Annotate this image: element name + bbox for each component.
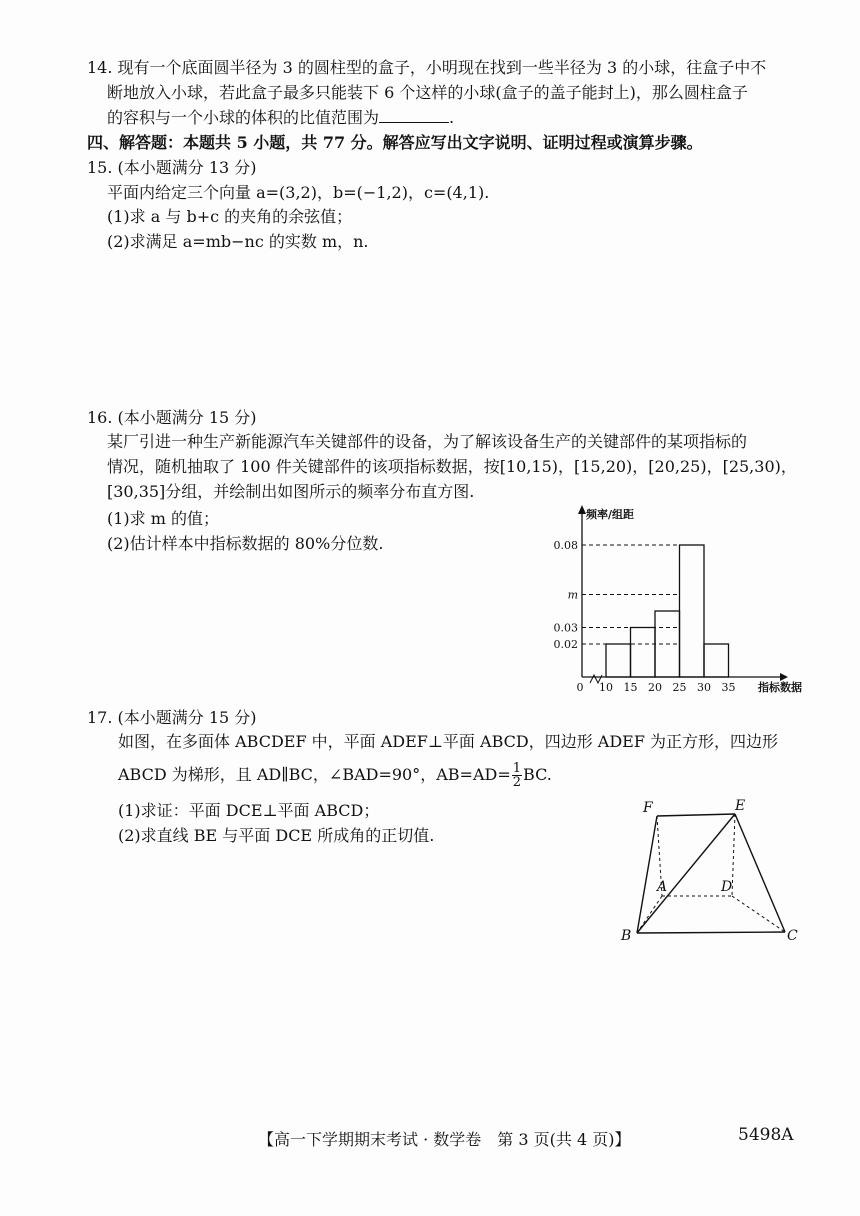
q15-part-2: (2)求满足 a=mb−nc 的实数 m，n. [107, 232, 369, 251]
exam-code: 5498A [738, 1125, 794, 1145]
edge-ed [732, 814, 735, 896]
edge-fe [657, 814, 735, 816]
page-footer: 【高一下学期期末考试 · 数学卷 第 3 页(共 4 页)】 [258, 1130, 631, 1149]
x-tick-label: 15 [623, 681, 638, 694]
q15-header: 15. (本小题满分 13 分) [87, 158, 257, 177]
x-tick-label: 30 [697, 681, 711, 694]
x-axis-label: 指标数据 [758, 681, 802, 694]
histogram-bar [631, 628, 656, 678]
q14-line-2: 断地放入小球，若此盒子最多只能装下 6 个这样的小球(盒子的盖子能封上)，那么圆柱盒子 [107, 83, 748, 102]
y-tick-label: 0.08 [553, 539, 578, 552]
fraction-numerator: 1 [512, 761, 522, 776]
frequency-histogram [550, 500, 810, 700]
x-tick-label: 20 [648, 681, 662, 694]
x-tick-label: 35 [721, 681, 736, 694]
edge-bc [637, 932, 785, 933]
x-axis-arrow [780, 673, 788, 681]
edge-ec [735, 814, 785, 932]
section-4-heading: 四、解答题：本题共 5 小题，共 77 分。解答应写出文字说明、证明过程或演算步骤。 [87, 133, 703, 152]
label-c: C [787, 928, 798, 944]
q16-header: 16. (本小题满分 15 分) [87, 408, 257, 427]
q16-part-2: (2)估计样本中指标数据的 80%分位数. [107, 534, 384, 553]
q17-part-2: (2)求直线 BE 与平面 DCE 所成角的正切值. [118, 826, 435, 845]
answer-blank [379, 108, 449, 123]
fraction-one-half [512, 762, 522, 789]
polyhedron-figure [615, 790, 805, 950]
q17-part-1: (1)求证：平面 DCE⊥平面 ABCD； [118, 801, 380, 820]
x-origin-label: 0 [576, 681, 584, 694]
q16-line-2: 情况，随机抽取了 100 件关键部件的该项指标数据，按[10,15)，[15,20)，[20,25)，[25,30)， [107, 457, 797, 476]
histogram-bar [680, 545, 705, 677]
edge-be [637, 814, 735, 933]
q16-part-1: (1)求 m 的值； [107, 509, 220, 528]
y-tick-label: m [567, 588, 578, 602]
histogram-bar [606, 644, 631, 677]
q17-line-2-a: ABCD 为梯形，且 AD∥BC，∠BAD=90°，AB=AD= [118, 765, 511, 784]
x-tick-label: 10 [599, 681, 613, 694]
q15-stem: 平面内给定三个向量 a=(3,2)，b=(−1,2)，c=(4,1). [107, 183, 490, 202]
histogram-bar [704, 644, 729, 677]
label-b: B [621, 928, 632, 944]
q17-line-1: 如图，在多面体 ABCDEF 中，平面 ADEF⊥平面 ABCD，四边形 ADEF 为正方形，四边形 [118, 732, 779, 751]
q14-line-3 [107, 107, 454, 129]
label-d: D [721, 879, 733, 895]
q14-line-3-text: 的容积与一个小球的体积的比值范围为 [107, 108, 380, 127]
q17-header: 17. (本小题满分 15 分) [87, 708, 257, 727]
label-e: E [735, 798, 746, 814]
q17-line-2 [118, 762, 552, 789]
q14-line-3-end: . [449, 108, 455, 127]
q17-line-2-b: BC. [523, 765, 552, 784]
q16-line-3: [30,35]分组，并绘制出如图所示的频率分布直方图. [107, 482, 475, 501]
y-tick-label: 0.03 [553, 621, 578, 635]
label-f: F [643, 800, 653, 816]
q15-part-1: (1)求 a 与 b+c 的夹角的余弦值； [107, 207, 353, 226]
y-tick-label: 0.02 [553, 638, 578, 651]
fraction-denominator: 2 [512, 775, 522, 790]
q16-line-1: 某厂引进一种生产新能源汽车关键部件的设备，为了解该设备生产的关键部件的某项指标的 [107, 432, 748, 451]
x-tick-label: 25 [672, 681, 687, 694]
edge-fb [637, 816, 657, 933]
q14-line-1: 14. 现有一个底面圆半径为 3 的圆柱型的盒子，小明现在找到一些半径为 3 的小球，往盒子中不 [87, 58, 767, 77]
y-axis-label: 频率/组距 [586, 508, 635, 521]
y-axis-arrow [578, 505, 586, 514]
label-a: A [657, 879, 668, 895]
